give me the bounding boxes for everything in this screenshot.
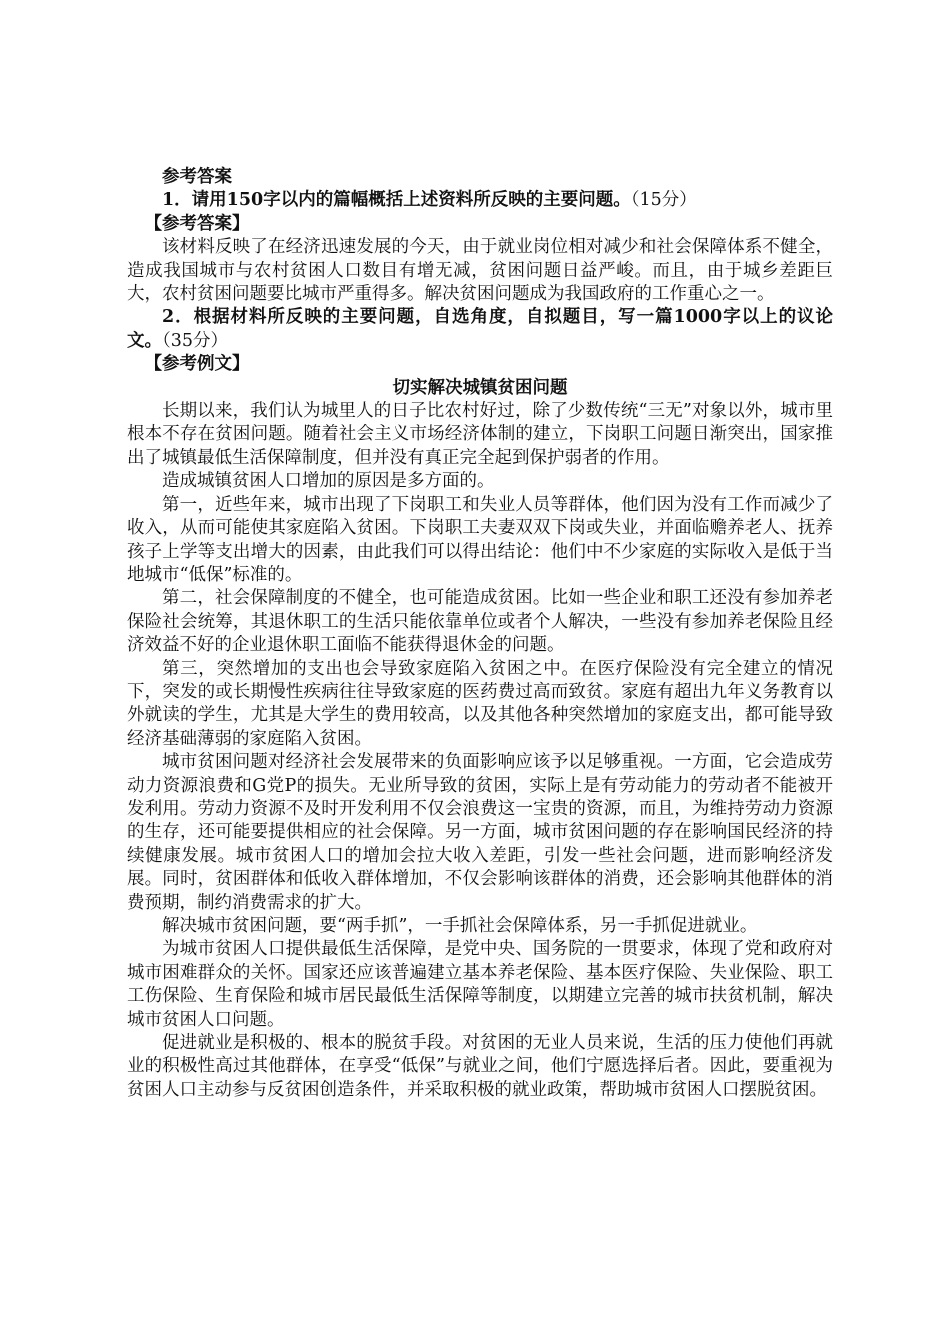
essay-paragraph: 造成城镇贫困人口增加的原因是多方面的。 [162,471,495,492]
essay-title: 切实解决城镇贫困问题 [392,377,568,398]
essay-paragraph: 为城市贫困人口提供最低生活保障，是党中央、国务院的一贯要求，体现了党和政府对城市困难群众的关怀。国家还应该普遍建立基本养老保险、基本医疗保险、失业保险、职工工伤保险、生育保险和城市居民最低生活保障等制度，以期建立完善的城市扶贫机制，解决城市贫困人口问题。 [127,939,833,1030]
question-1-score: （15分） [630,190,697,211]
question-2 [127,306,833,353]
document-page [127,166,833,1102]
essay-paragraph: 促进就业是积极的、根本的脱贫手段。对贫困的无业人员来说，生活的压力使他们再就业的积极性高过其他群体，在享受“低保”与就业之间，他们宁愿选择后者。因此，要重视为贫困人口主动参与反贫困创造条件，并采取积极的就业政策，帮助城市贫困人口摆脱贫困。 [127,1033,833,1100]
question-1-text: 1．请用150字以内的篇幅概括上述资料所反映的主要问题。 [162,190,631,211]
question-2-score: （35分） [162,330,229,351]
essay-paragraph: 城市贫困问题对经济社会发展带来的负面影响应该予以足够重视。一方面，它会造成劳动力资源浪费和G党P的损失。无业所导致的贫困，实际上是有劳动能力的劳动者不能被开发利用。劳动力资源不及时开发利用不仅会浪费这一宝贵的资源，而且，为维持劳动力资源的生存，还可能要提供相应的社会保障。另一方面，城市贫困问题的存在影响国民经济的持续健康发展。城市贫困人口的增加会拉大收入差距，引发一些社会问题，进而影响经济发展。同时，贫困群体和低收入群体增加，不仅会影响该群体的消费，还会影响其他群体的消费预期，制约消费需求的扩大。 [127,752,833,913]
essay-paragraph: 第一，近些年来，城市出现了下岗职工和失业人员等群体，他们因为没有工作而减少了收入，从而可能使其家庭陷入贫困。下岗职工夫妻双双下岗或失业，并面临赡养老人、抚养孩子上学等支出增大的因素，由此我们可以得出结论：他们中不少家庭的实际收入是低于当地城市“低保”标准的。 [127,494,833,585]
question-1 [127,189,833,212]
essay-label: 【参考例文】 [144,354,250,375]
section-heading: 参考答案 [162,167,232,187]
essay-paragraph: 解决城市贫困问题，要“两手抓”，一手抓社会保障体系，另一手抓促进就业。 [162,916,758,936]
question-2-text: 2．根据材料所反映的主要问题，自选角度，自拟题目，写一篇1000字以上的议论文。 [127,307,833,351]
answer-label: 【参考答案】 [144,213,250,234]
essay-paragraph: 第三，突然增加的支出也会导致家庭陷入贫困之中。在医疗保险没有完全建立的情况下，突发的或长期慢性疾病往往导致家庭的医药费过高而致贫。家庭有超出九年义务教育以外就读的学生，尤其是大学生的费用较高，以及其他各种突然增加的家庭支出，都可能导致经济基础薄弱的家庭陷入贫困。 [127,658,833,749]
essay-paragraph: 长期以来，我们认为城里人的日子比农村好过，除了少数传统“三无”对象以外，城市里根本不存在贫困问题。随着社会主义市场经济体制的建立，下岗职工问题日渐突出，国家推出了城镇最低生活保障制度，但并没有真正完全起到保护弱者的作用。 [127,401,833,468]
essay-paragraph: 第二，社会保障制度的不健全，也可能造成贫困。比如一些企业和职工还没有参加养老保险社会统筹，其退休职工的生活只能依靠单位或者个人解决，一些没有参加养老保险且经济效益不好的企业退休职工面临不能获得退休金的问题。 [127,588,833,656]
answer-paragraph: 该材料反映了在经济迅速发展的今天，由于就业岗位相对减少和社会保障体系不健全，造成我国城市与农村贫困人口数目有增无减，贫困问题日益严峻。而且，由于城乡差距巨大，农村贫困问题要比城市严重得多。解决贫困问题成为我国政府的工作重心之一。 [127,237,833,305]
